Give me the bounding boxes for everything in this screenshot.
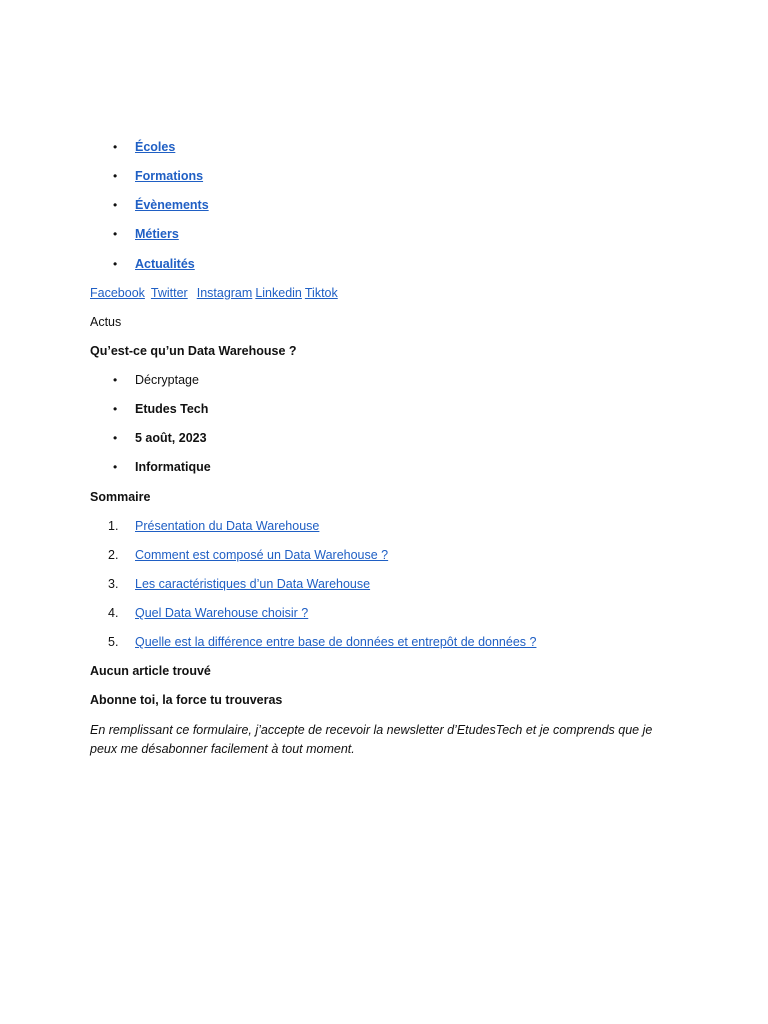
newsletter-title: Abonne toi, la force tu trouveras	[90, 693, 283, 707]
social-links	[90, 284, 341, 302]
section-label: Actus	[90, 315, 122, 329]
bullet-icon: •	[113, 198, 118, 212]
bullet-icon: •	[113, 169, 118, 183]
article-title: Qu’est-ce qu’un Data Warehouse ?	[90, 344, 297, 358]
summary-item[interactable]: Comment est composé un Data Warehouse ?	[135, 548, 389, 562]
related-empty-text: Aucun article trouvé	[90, 664, 211, 678]
article-category: Informatique	[135, 460, 211, 474]
summary-item[interactable]: Les caractéristiques d’un Data Warehouse	[135, 577, 371, 591]
article-author: Etudes Tech	[135, 402, 209, 416]
summary-item[interactable]: Quelle est la différence entre base de données et entrepôt de données ?	[135, 635, 537, 649]
summary-item[interactable]: Présentation du Data Warehouse	[135, 519, 320, 533]
bullet-icon: •	[113, 257, 118, 271]
summary-number: 5.	[108, 635, 119, 649]
nav-item-metiers[interactable]: Métiers	[135, 227, 179, 241]
summary-number: 1.	[108, 519, 119, 533]
summary-number: 2.	[108, 548, 119, 562]
instagram-link[interactable]: Instagram	[196, 286, 253, 300]
twitter-link[interactable]: Twitter	[150, 286, 188, 300]
bullet-icon: •	[113, 402, 118, 416]
tiktok-link[interactable]: Tiktok	[304, 286, 338, 300]
nav-item-ecoles[interactable]: Écoles	[135, 140, 176, 154]
summary-item[interactable]: Quel Data Warehouse choisir ?	[135, 606, 309, 620]
summary-title: Sommaire	[90, 490, 151, 504]
bullet-icon: •	[113, 460, 118, 474]
nav-item-actualites[interactable]: Actualités	[135, 257, 195, 271]
summary-number: 4.	[108, 606, 119, 620]
bullet-icon: •	[113, 140, 118, 154]
linkedin-link[interactable]: Linkedin	[255, 286, 302, 300]
summary-number: 3.	[108, 577, 119, 591]
nav-item-evenements[interactable]: Évènements	[135, 198, 209, 212]
article-type: Décryptage	[135, 373, 199, 387]
nav-item-formations[interactable]: Formations	[135, 169, 204, 183]
article-date: 5 août, 2023	[135, 431, 207, 445]
bullet-icon: •	[113, 431, 118, 445]
bullet-icon: •	[113, 373, 118, 387]
newsletter-consent: En remplissant ce formulaire, j’accepte de recevoir la newsletter d’EtudesTech et je comprends que je peux me désabonner facilement à tout moment.	[90, 723, 653, 756]
bullet-icon: •	[113, 227, 118, 241]
facebook-link[interactable]: Facebook	[90, 286, 145, 300]
